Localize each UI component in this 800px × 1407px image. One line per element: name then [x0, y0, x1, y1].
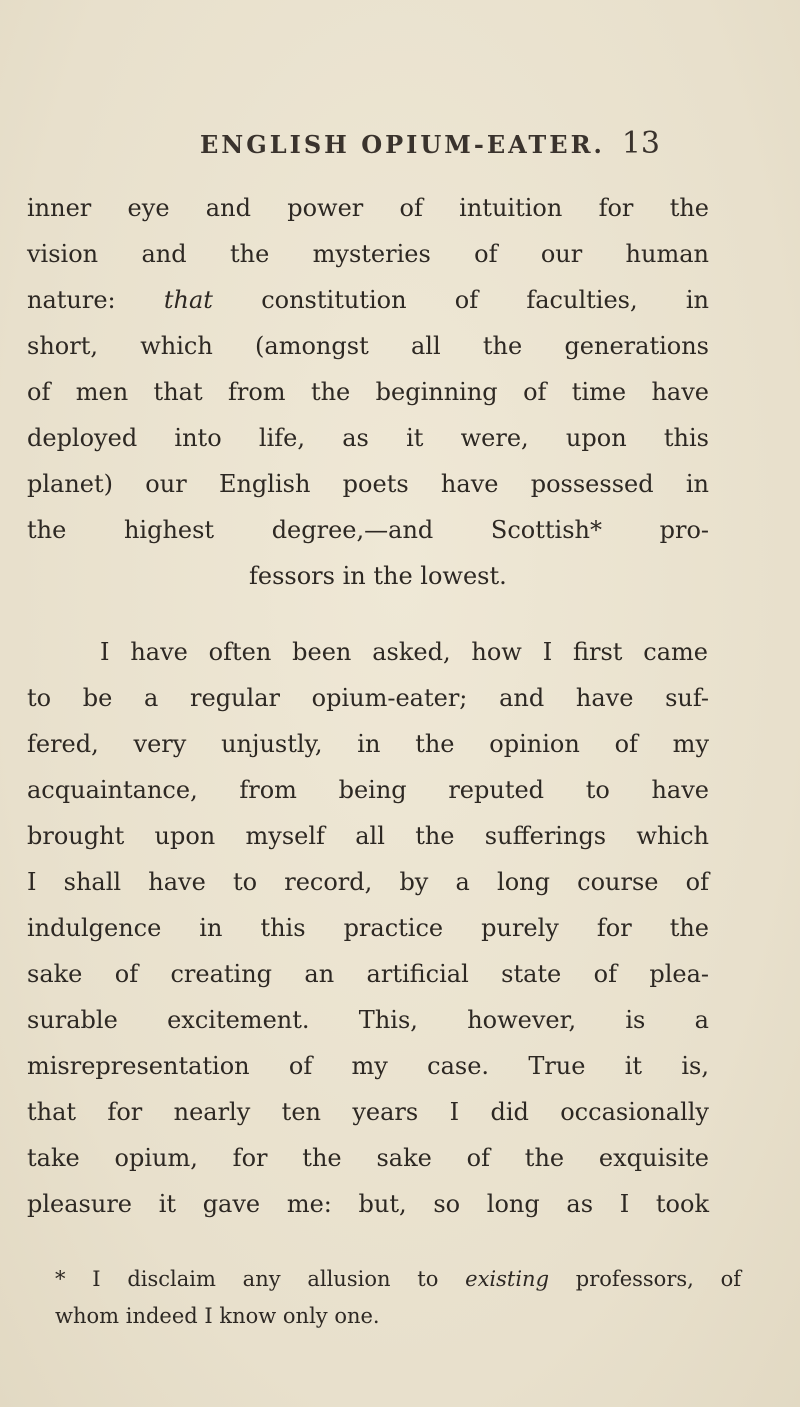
- footnote-text: professors, of: [549, 1267, 742, 1291]
- footnote-line: [55, 1265, 741, 1293]
- text-line: indulgence in this practice purely for the: [27, 914, 709, 942]
- text-line: pleasure it gave me: but, so long as I took: [27, 1190, 709, 1218]
- text-line: inner eye and power of intuition for the: [27, 194, 709, 222]
- text-line: brought upon myself all the sufferings which: [27, 822, 709, 850]
- text-line: vision and the mysteries of our human: [27, 240, 709, 268]
- text-line: of men that from the beginning of time have: [27, 378, 709, 406]
- footnote-text: * I disclaim any allusion to: [55, 1267, 466, 1291]
- running-title: ENGLISH OPIUM-EATER.: [200, 130, 605, 159]
- text-line: to be a regular opium-eater; and have suf-: [27, 684, 709, 712]
- text-line: I have often been asked, how I first came: [100, 638, 708, 666]
- running-head: [200, 126, 660, 170]
- text-line: fered, very unjustly, in the opinion of my: [27, 730, 709, 758]
- footnote-line: whom indeed I know only one.: [55, 1304, 380, 1328]
- text-line: I shall have to record, by a long course of: [27, 868, 709, 896]
- text-line: acquaintance, from being reputed to have: [27, 776, 709, 804]
- text-line-with-italic: nature: that constitution of faculties, in: [27, 286, 709, 314]
- text-line: fessors in the lowest.: [249, 562, 507, 590]
- text-line: deployed into life, as it were, upon this: [27, 424, 709, 452]
- text-line: the highest degree,—and Scottish* pro-: [27, 516, 709, 544]
- text-line: planet) our English poets have possessed in: [27, 470, 709, 498]
- text-line: take opium, for the sake of the exquisite: [27, 1144, 709, 1172]
- text-line: that for nearly ten years I did occasionally: [27, 1098, 709, 1126]
- text-line: misrepresentation of my case. True it is,: [27, 1052, 709, 1080]
- text-line: short, which (amongst all the generations: [27, 332, 709, 360]
- footnote-italic-word: existing: [465, 1267, 550, 1291]
- text-line: surable excitement. This, however, is a: [27, 1006, 709, 1034]
- text-line: sake of creating an artificial state of plea-: [27, 960, 709, 988]
- page-number: 13: [621, 126, 660, 161]
